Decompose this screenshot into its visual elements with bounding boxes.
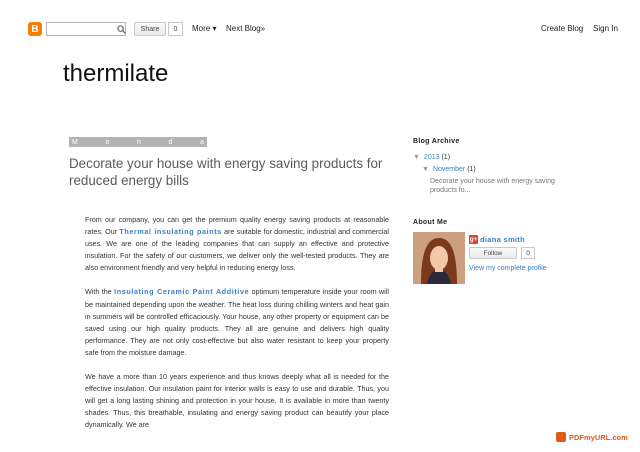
archive-year-count: (1) — [441, 154, 451, 161]
post-date-header — [69, 137, 207, 147]
archive-year-label[interactable]: 2013 — [423, 154, 440, 161]
archive-month-label[interactable]: November — [432, 166, 466, 173]
pdf-icon — [556, 432, 566, 442]
post-title[interactable]: Decorate your house with energy saving products for reduced energy bills — [69, 156, 383, 188]
search-icon[interactable] — [116, 22, 127, 36]
date-letter: d — [168, 138, 173, 146]
more-menu-button[interactable]: More ▾ — [192, 24, 217, 33]
follow-button[interactable]: Follow — [469, 247, 517, 259]
sign-in-link[interactable]: Sign In — [593, 24, 618, 33]
post-text: are suitable for domestic, industrial and commercial uses. We are one of the leading companies that can supply an effective and protective insulation. For the safety of our customers, we deliver only the well-tested products. They are also environment friendly and very helpful in reducing energy loss. — [85, 227, 390, 273]
post-paragraph — [85, 286, 389, 359]
google-plus-icon: g+ — [469, 236, 478, 243]
post-paragraph: We have a more than 10 years experience and thus knows deeply what all is needed for the effective insulation. Our insulation paint for interior walls is easy to use and durable. Thus, you will get a long lasting shining and protection in your house. It is available in more than twenty shades. Thus, this breathable, insulating and energy saving product can beautify your place dynamically. We are — [85, 372, 389, 430]
post-paragraph — [85, 214, 389, 274]
blog-title[interactable]: thermilate — [63, 60, 169, 87]
expand-triangle-icon[interactable]: ▼ — [422, 166, 429, 173]
avatar[interactable] — [413, 232, 465, 284]
date-letter: a — [200, 138, 204, 146]
archive-year-item[interactable] — [413, 154, 450, 161]
expand-triangle-icon[interactable]: ▼ — [413, 154, 420, 161]
share-count: 0 — [168, 22, 183, 36]
archive-month-count: (1) — [467, 166, 476, 173]
blogger-logo-icon[interactable]: B — [28, 22, 42, 36]
post-body — [85, 214, 389, 444]
search-input[interactable] — [46, 22, 126, 36]
date-letter: M — [72, 138, 78, 146]
blogger-navbar — [0, 0, 640, 44]
thermal-paints-link[interactable]: Thermal insulating paints — [119, 227, 222, 237]
archive-month-item[interactable] — [422, 166, 476, 173]
date-letter: n — [137, 138, 141, 146]
about-me-heading: About Me — [413, 219, 448, 226]
create-blog-link[interactable]: Create Blog — [541, 24, 584, 33]
post-text: optimum temperature inside your room will be maintained depending upon the weather. The heat loss during chilling winters and heat gain in summers will be controlled efficaciously. Your house, any other property or equipment can be saved using our high quality products. They all are genuine and delivers high quality performance. They are not only cost-effective but also water resistant to keep your property safe from the moisture damage. — [85, 287, 389, 357]
date-letter: o — [105, 138, 110, 146]
next-blog-link[interactable]: Next Blog» — [226, 24, 266, 33]
pdfmyurl-label[interactable]: PDFmyURL.com — [569, 432, 628, 442]
follow-count: 0 — [521, 247, 535, 259]
ceramic-additive-link[interactable]: Insulating Ceramic Paint Additive — [114, 287, 250, 297]
blog-archive-heading: Blog Archive — [413, 138, 460, 145]
profile-name-link[interactable]: diana smith — [480, 235, 525, 244]
share-button[interactable]: Share — [134, 22, 166, 36]
post-text: From our company, you can get the premium quality energy saving products at reasonable rates. Our — [85, 215, 389, 237]
post-text: With the — [85, 287, 115, 297]
view-profile-link[interactable]: View my complete profile — [469, 265, 547, 272]
archive-post-link[interactable]: Decorate your house with energy saving products fo... — [430, 178, 555, 194]
pdfmyurl-badge[interactable] — [556, 432, 628, 442]
